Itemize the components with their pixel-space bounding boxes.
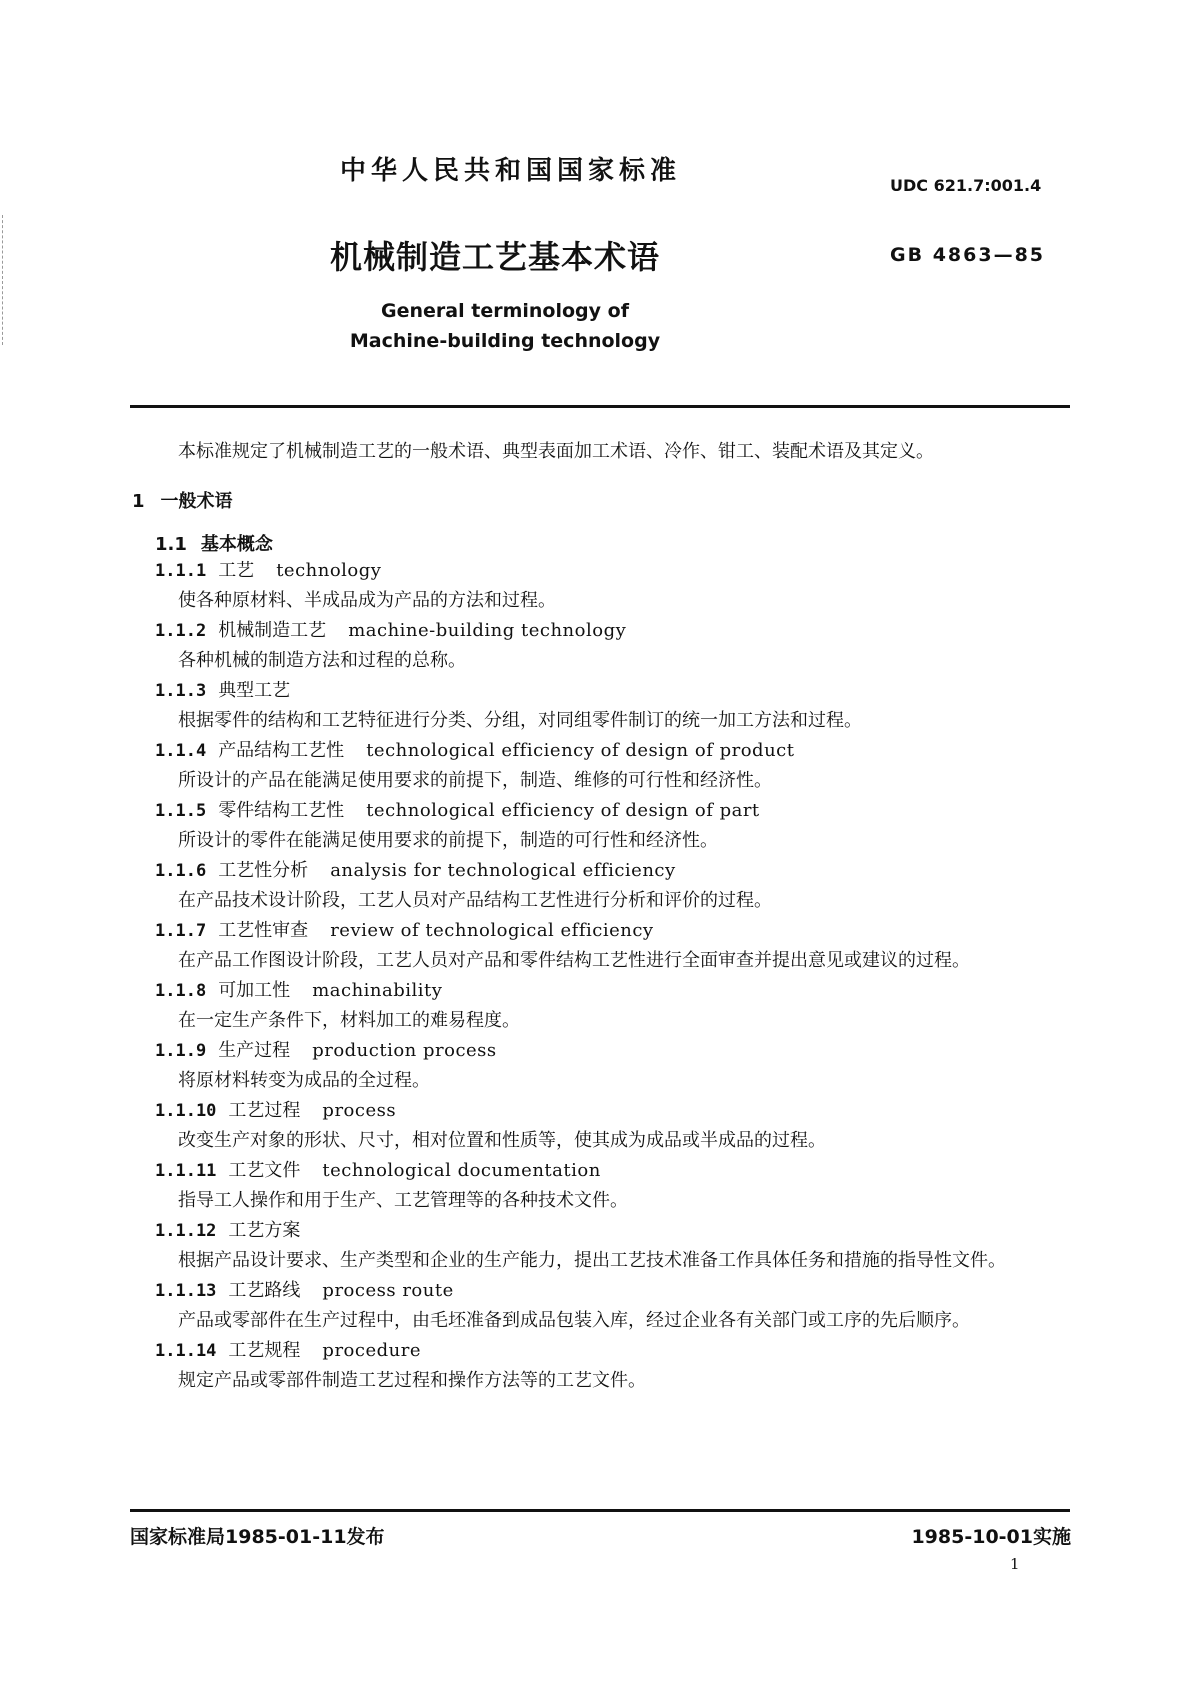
term-name-en: process — [322, 1100, 397, 1121]
term-entry — [130, 556, 1070, 616]
term-header — [130, 916, 1070, 946]
term-header — [130, 976, 1070, 1006]
document-title-cn: 机械制造工艺基本术语 — [330, 238, 661, 276]
term-name-en: technological efficiency of design of product — [366, 740, 795, 761]
term-name-cn: 产品结构工艺性 — [218, 740, 345, 761]
term-header — [130, 736, 1070, 766]
term-entry — [130, 796, 1070, 856]
term-number: 1.1.14 — [155, 1341, 217, 1361]
term-name-cn: 工艺 — [218, 560, 255, 581]
term-entry — [130, 1336, 1070, 1396]
term-entry — [130, 1036, 1070, 1096]
term-number: 1.1.4 — [155, 741, 207, 761]
section-heading — [132, 487, 233, 513]
term-name-cn: 机械制造工艺 — [218, 620, 327, 641]
term-entry — [130, 976, 1070, 1036]
term-entry — [130, 856, 1070, 916]
term-definition: 规定产品或零部件制造工艺过程和操作方法等的工艺文件。 — [178, 1370, 646, 1391]
term-header — [130, 796, 1070, 826]
term-number: 1.1.9 — [155, 1041, 207, 1061]
term-header — [130, 616, 1070, 646]
term-name-cn: 工艺过程 — [228, 1100, 301, 1121]
scope-statement: 本标准规定了机械制造工艺的一般术语、典型表面加工术语、冷作、钳工、装配术语及其定义。 — [178, 441, 934, 462]
term-definition: 各种机械的制造方法和过程的总称。 — [178, 650, 466, 671]
term-number: 1.1.1 — [155, 561, 207, 581]
term-definition: 在产品工作图设计阶段，工艺人员对产品和零件结构工艺性进行全面审查并提出意见或建议的过程。 — [178, 950, 970, 971]
term-name-cn: 可加工性 — [218, 980, 291, 1001]
section-number: 1 — [132, 491, 145, 512]
term-name-en: process route — [322, 1280, 454, 1301]
term-list — [130, 556, 1070, 1396]
term-name-cn: 工艺性分析 — [218, 860, 309, 881]
term-entry — [130, 1096, 1070, 1156]
subsection-heading — [155, 530, 273, 556]
term-definition: 将原材料转变为成品的全过程。 — [178, 1070, 430, 1091]
term-number: 1.1.5 — [155, 801, 207, 821]
term-definition: 所设计的产品在能满足使用要求的前提下，制造、维修的可行性和经济性。 — [178, 770, 772, 791]
term-name-en: technological efficiency of design of part — [366, 800, 760, 821]
term-name-en: review of technological efficiency — [330, 920, 654, 941]
term-name-en: machinability — [312, 980, 443, 1001]
term-name-en: technological documentation — [322, 1160, 601, 1181]
issue-date: 国家标准局1985-01-11发布 — [130, 1526, 385, 1548]
term-header — [130, 1336, 1070, 1366]
term-number: 1.1.12 — [155, 1221, 217, 1241]
term-definition: 根据零件的结构和工艺特征进行分类、分组，对同组零件制订的统一加工方法和过程。 — [178, 710, 862, 731]
term-definition: 在产品技术设计阶段，工艺人员对产品结构工艺性进行分析和评价的过程。 — [178, 890, 772, 911]
document-title-en-line2: Machine-building technology — [349, 330, 661, 352]
term-name-cn: 生产过程 — [218, 1040, 291, 1061]
udc-code: UDC 621.7:001.4 — [890, 176, 1042, 195]
term-name-cn: 典型工艺 — [218, 680, 291, 701]
term-header — [130, 1156, 1070, 1186]
term-definition: 所设计的零件在能满足使用要求的前提下，制造的可行性和经济性。 — [178, 830, 718, 851]
term-entry — [130, 916, 1070, 976]
term-name-cn: 工艺路线 — [228, 1280, 301, 1301]
term-number: 1.1.8 — [155, 981, 207, 1001]
term-name-cn: 工艺文件 — [228, 1160, 301, 1181]
term-number: 1.1.10 — [155, 1101, 217, 1121]
term-definition: 根据产品设计要求、生产类型和企业的生产能力，提出工艺技术准备工作具体任务和措施的指导性文件。 — [178, 1250, 1006, 1271]
scan-edge-mark — [2, 215, 5, 345]
gb-code: GB 4863—85 — [890, 244, 1046, 266]
term-header — [130, 1276, 1070, 1306]
header-divider — [130, 405, 1070, 408]
term-definition: 使各种原材料、半成品成为产品的方法和过程。 — [178, 590, 556, 611]
term-number: 1.1.11 — [155, 1161, 217, 1181]
term-entry — [130, 736, 1070, 796]
term-entry — [130, 1156, 1070, 1216]
term-number: 1.1.7 — [155, 921, 207, 941]
section-title: 一般术语 — [160, 491, 233, 512]
term-number: 1.1.13 — [155, 1281, 217, 1301]
term-name-en: analysis for technological efficiency — [330, 860, 676, 881]
subsection-number: 1.1 — [155, 534, 187, 555]
term-definition: 改变生产对象的形状、尺寸，相对位置和性质等，使其成为成品或半成品的过程。 — [178, 1130, 826, 1151]
term-header — [130, 676, 1070, 706]
term-header — [130, 556, 1070, 586]
term-name-en: machine-building technology — [348, 620, 627, 641]
term-entry — [130, 1276, 1070, 1336]
term-name-cn: 工艺规程 — [228, 1340, 301, 1361]
term-header — [130, 1096, 1070, 1126]
term-name-cn: 零件结构工艺性 — [218, 800, 345, 821]
term-header — [130, 1036, 1070, 1066]
effective-date: 1985-10-01实施 — [911, 1526, 1071, 1548]
term-name-cn: 工艺方案 — [228, 1220, 301, 1241]
term-entry — [130, 616, 1070, 676]
page-number: 1 — [1010, 1555, 1020, 1573]
term-definition: 产品或零部件在生产过程中，由毛坯准备到成品包装入库，经过企业各有关部门或工序的先后顺序。 — [178, 1310, 970, 1331]
term-number: 1.1.6 — [155, 861, 207, 881]
term-name-en: technology — [276, 560, 382, 581]
footer-divider — [130, 1509, 1070, 1512]
term-name-cn: 工艺性审查 — [218, 920, 309, 941]
term-name-en: production process — [312, 1040, 497, 1061]
term-name-en: procedure — [322, 1340, 421, 1361]
term-header — [130, 856, 1070, 886]
term-definition: 指导工人操作和用于生产、工艺管理等的各种技术文件。 — [178, 1190, 628, 1211]
document-title-en-line1: General terminology of — [381, 300, 629, 322]
subsection-title: 基本概念 — [200, 534, 273, 555]
term-entry — [130, 676, 1070, 736]
term-number: 1.1.3 — [155, 681, 207, 701]
term-definition: 在一定生产条件下，材料加工的难易程度。 — [178, 1010, 520, 1031]
term-number: 1.1.2 — [155, 621, 207, 641]
term-entry — [130, 1216, 1070, 1276]
term-header — [130, 1216, 1070, 1246]
country-standard-heading: 中华人民共和国国家标准 — [340, 156, 682, 186]
